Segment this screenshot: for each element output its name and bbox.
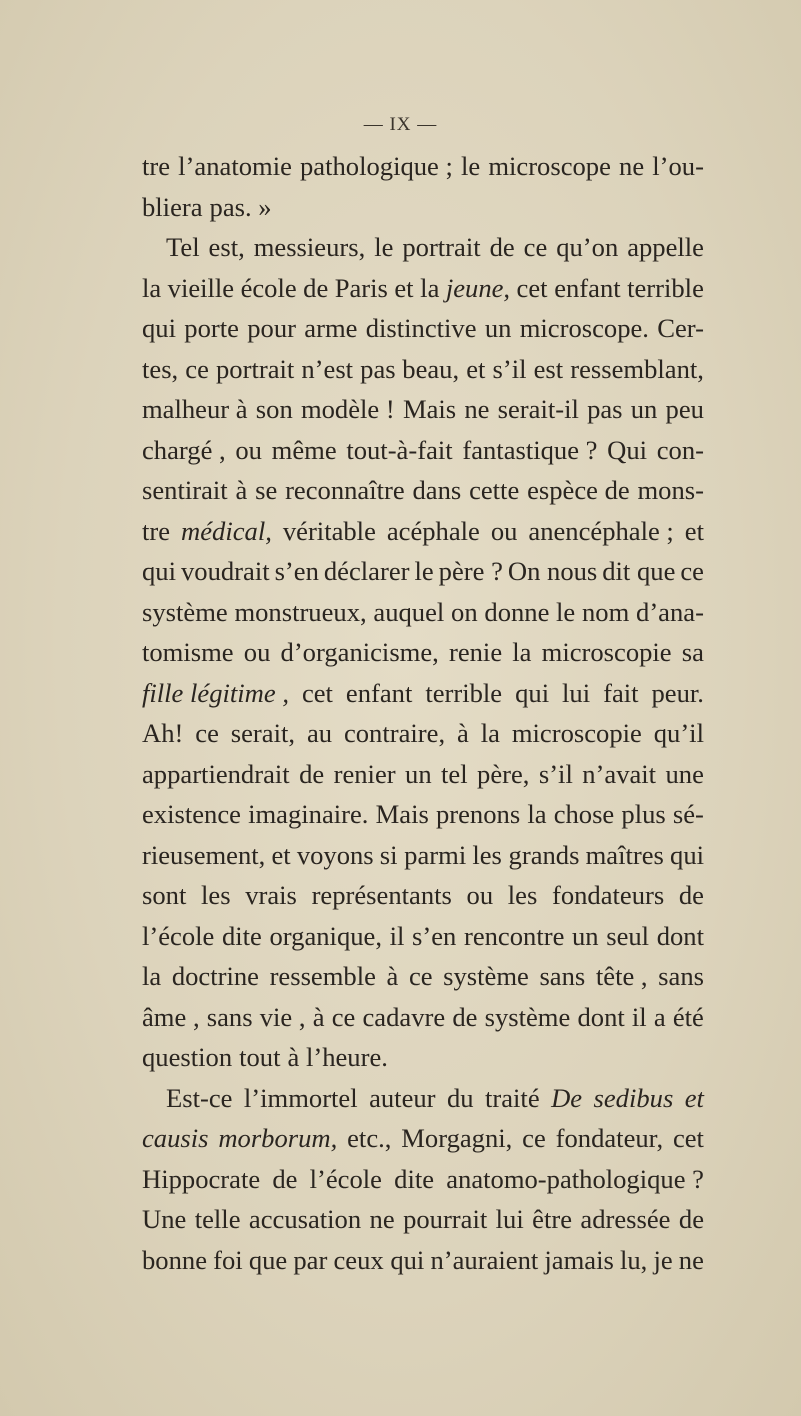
word: Morgagni,	[401, 1123, 513, 1153]
word: tout-à-fait	[346, 434, 453, 465]
word: serait-il	[497, 394, 579, 424]
text-line	[142, 389, 704, 430]
text-line	[142, 1037, 704, 1078]
word: ce	[331, 1001, 356, 1032]
text-line	[142, 794, 704, 835]
word: par	[293, 1244, 328, 1275]
word: ne	[369, 1204, 395, 1234]
word: sentirait	[142, 475, 228, 505]
word: ou	[243, 637, 271, 667]
word: sans	[658, 961, 704, 991]
word: qu’il	[653, 718, 704, 748]
word: auquel	[373, 596, 445, 627]
word: jamais	[544, 1244, 614, 1275]
word: qu’on	[556, 232, 619, 262]
word: anencéphale ;	[528, 515, 674, 546]
word: qui	[142, 313, 176, 343]
word: de	[303, 272, 329, 303]
word: à	[235, 475, 248, 505]
word: porte	[184, 313, 239, 343]
word: tes,	[142, 353, 179, 384]
word: représentants	[311, 880, 452, 910]
word: arme	[304, 313, 358, 343]
text-line	[142, 1078, 704, 1119]
word: bliera	[142, 191, 203, 222]
word: l’ou-	[652, 151, 704, 181]
text-line	[142, 308, 704, 349]
word: de	[489, 232, 515, 262]
word: dit que	[602, 556, 676, 586]
word: question	[142, 1042, 233, 1072]
word: a	[653, 1001, 666, 1032]
word: De	[551, 1082, 583, 1113]
word: maîtres	[585, 839, 664, 870]
word: Mais	[375, 799, 429, 829]
word: Qui	[607, 434, 648, 465]
word: fille légitime ,	[142, 677, 289, 708]
word: contraire,	[343, 718, 446, 748]
text-line	[142, 1240, 704, 1281]
word: qui	[142, 556, 176, 586]
word: est	[533, 353, 564, 384]
word: dite	[221, 920, 262, 951]
word: nom	[581, 596, 630, 627]
word: la	[480, 718, 500, 748]
word: la	[527, 799, 547, 829]
text-line	[142, 1199, 704, 1240]
word: et	[684, 515, 704, 546]
text-line	[142, 713, 704, 754]
word: s’en	[412, 920, 457, 951]
word: les	[507, 880, 538, 910]
word: la	[142, 272, 162, 303]
word: les	[201, 880, 231, 910]
word: tre	[142, 515, 171, 546]
word: dans	[412, 475, 462, 505]
page-folio: — IX —	[363, 114, 438, 135]
word: un	[630, 394, 658, 424]
text-line	[142, 551, 704, 592]
word: s’en	[274, 556, 319, 586]
word: sans	[206, 1001, 253, 1032]
word: ne	[619, 151, 645, 181]
word: doctrine	[171, 961, 259, 991]
word: adressée	[580, 1204, 671, 1234]
word: à l’heure.	[287, 1042, 388, 1072]
word: chargé ,	[142, 434, 226, 465]
word: ce	[523, 232, 548, 262]
word: que	[248, 1244, 288, 1275]
word: ce	[522, 1123, 546, 1153]
word: rencontre	[463, 920, 565, 951]
word: ressemble	[269, 961, 376, 991]
word: ce	[185, 353, 209, 384]
word: Mais	[402, 394, 457, 424]
word: anatomo-pathologique ?	[446, 1163, 704, 1194]
word: sedibus	[593, 1082, 674, 1113]
word: à	[386, 961, 399, 991]
word: con-	[656, 434, 704, 465]
word: renie	[448, 637, 503, 667]
word: à	[457, 718, 469, 748]
word: système	[484, 1001, 571, 1032]
word: n’est	[301, 353, 354, 384]
word: ou	[490, 515, 518, 546]
text-line	[142, 997, 704, 1038]
word: dont	[577, 1001, 625, 1032]
word: auteur	[369, 1082, 436, 1113]
word: pour	[247, 313, 296, 343]
word: sé-	[672, 799, 704, 829]
word: un	[405, 758, 432, 789]
word: n’auraient	[430, 1244, 539, 1275]
text-line	[142, 227, 704, 268]
word: dont	[656, 920, 704, 951]
word: si parmi	[379, 839, 467, 870]
word: fait	[603, 677, 639, 708]
word: s’il	[492, 353, 527, 384]
word: on	[451, 596, 478, 627]
word: n’avait	[582, 758, 657, 789]
word: tout	[239, 1042, 281, 1072]
word: Une	[142, 1204, 187, 1234]
word: distinctive	[365, 313, 477, 343]
word: pas	[587, 394, 623, 424]
word: lui	[562, 677, 591, 708]
word: au	[306, 718, 333, 748]
word: terrible	[425, 677, 503, 708]
word: sa	[681, 637, 704, 667]
word: On nous	[507, 556, 598, 586]
word: cette	[469, 475, 520, 505]
word: acéphale	[386, 515, 480, 546]
word: se	[255, 475, 278, 505]
word: ceux qui	[333, 1244, 425, 1275]
word: l’immortel	[243, 1082, 358, 1113]
word: ce	[680, 556, 704, 586]
word: dite	[394, 1163, 435, 1194]
word: système	[443, 961, 529, 991]
word: du	[446, 1082, 474, 1113]
word: cet	[672, 1123, 704, 1153]
word: et	[466, 353, 486, 384]
word: ce	[195, 718, 219, 748]
word: chose	[553, 799, 615, 829]
word: l’anatomie	[178, 151, 292, 181]
word: pourrait	[403, 1204, 488, 1234]
text-line	[142, 511, 704, 552]
word: de	[272, 1163, 298, 1194]
word: terrible	[627, 272, 704, 303]
text-line	[142, 146, 704, 187]
word: qui	[515, 677, 550, 708]
word: organique,	[269, 920, 382, 951]
word: donne le	[484, 596, 576, 627]
word: de	[452, 1001, 478, 1032]
word: qui	[670, 839, 704, 870]
text-line	[142, 1159, 704, 1200]
text-line	[142, 875, 704, 916]
word: ou	[235, 434, 262, 465]
word: tel	[441, 758, 468, 789]
word: pathologique ;	[300, 151, 453, 181]
text-line	[142, 187, 704, 228]
word: ressemblant,	[570, 353, 704, 384]
word: voyons	[296, 839, 374, 870]
word: Ah!	[142, 718, 184, 748]
word: sont	[142, 880, 187, 910]
text-line	[142, 673, 704, 714]
word: véritable	[282, 515, 376, 546]
word: portrait	[216, 353, 295, 384]
word: déclarer	[323, 556, 410, 586]
word: est,	[208, 232, 245, 262]
word: ne	[464, 394, 490, 424]
text-line	[142, 956, 704, 997]
word: le	[414, 556, 434, 586]
word: les grands	[472, 839, 580, 870]
word: appelle	[627, 232, 704, 262]
word: plus	[621, 799, 666, 829]
word: de	[299, 758, 325, 789]
word: école	[240, 272, 297, 303]
word: fantastique ?	[462, 434, 598, 465]
word: un	[484, 313, 512, 343]
word: s’il	[538, 758, 573, 789]
text-line	[142, 430, 704, 471]
text-line	[142, 268, 704, 309]
word: le	[374, 232, 394, 262]
word: son	[255, 394, 293, 424]
word: et	[271, 839, 291, 870]
word: tre	[142, 151, 171, 181]
word: père,	[477, 758, 530, 789]
word: et	[684, 1082, 704, 1113]
word: à	[312, 1001, 325, 1032]
word: prenons	[435, 799, 521, 829]
word: microscope	[488, 151, 611, 181]
word: ce	[408, 961, 433, 991]
word: père ?	[438, 556, 503, 586]
word: malheur à	[142, 394, 248, 424]
word: médical,	[181, 515, 272, 546]
word: lui	[495, 1204, 524, 1234]
word: serait,	[230, 718, 296, 748]
word: fondateur,	[555, 1123, 664, 1153]
word: cet	[301, 677, 333, 708]
word: accusation	[248, 1204, 362, 1234]
word: de	[678, 880, 704, 910]
word: l’école	[142, 920, 215, 951]
word: portrait	[402, 232, 481, 262]
word: pas beau,	[360, 353, 460, 384]
word: microscope.	[519, 313, 649, 343]
word: Est-ce	[166, 1082, 233, 1113]
word: être	[532, 1204, 572, 1234]
word: peur.	[651, 677, 704, 708]
word: tête ,	[595, 961, 648, 991]
word: pas. »	[209, 191, 272, 222]
word: enfant	[345, 677, 413, 708]
text-line	[142, 754, 704, 795]
word: traité	[485, 1082, 540, 1113]
word: et la	[394, 272, 440, 303]
word: fondateurs	[551, 880, 665, 910]
word: l’école	[309, 1163, 382, 1194]
body-text	[142, 146, 704, 1280]
word: il	[631, 1001, 647, 1032]
word: etc.,	[347, 1123, 392, 1153]
word: âme ,	[142, 1001, 200, 1032]
word: messieurs,	[253, 232, 366, 262]
word: ne	[678, 1244, 704, 1275]
word: vrais	[245, 880, 297, 910]
word: causis	[142, 1123, 209, 1153]
word: seul	[606, 920, 650, 951]
word: foi	[213, 1244, 243, 1275]
word: Cer-	[657, 313, 704, 343]
word: modèle !	[300, 394, 395, 424]
word: telle	[194, 1204, 241, 1234]
word: reconnaître	[285, 475, 405, 505]
word: je	[653, 1244, 673, 1275]
word: été	[672, 1001, 704, 1032]
word: d’organicisme,	[280, 637, 439, 667]
word: système	[142, 596, 228, 627]
text-line	[142, 916, 704, 957]
word: cet enfant	[516, 272, 621, 303]
text-line	[142, 349, 704, 390]
word: Hippocrate	[142, 1163, 261, 1194]
word: tomisme	[142, 637, 234, 667]
word: une	[665, 758, 704, 789]
text-line	[142, 592, 704, 633]
word: bonne	[142, 1244, 207, 1275]
word: lu,	[619, 1244, 648, 1275]
word: d’ana-	[636, 596, 704, 627]
word: microscopie	[511, 718, 642, 748]
word: il	[389, 920, 405, 951]
word: même	[271, 434, 337, 465]
word: de	[678, 1204, 704, 1234]
word: mons-	[637, 475, 704, 505]
word: jeune,	[445, 272, 511, 303]
word: monstrueux,	[234, 596, 367, 627]
word: le	[461, 151, 481, 181]
word: peu	[665, 394, 704, 424]
word: un	[572, 920, 599, 951]
text-line	[142, 835, 704, 876]
word: renier	[333, 758, 396, 789]
word: espèce de	[527, 475, 630, 505]
word: vieille	[167, 272, 235, 303]
word: vie ,	[259, 1001, 306, 1032]
word: cadavre	[362, 1001, 446, 1032]
word: la	[512, 637, 532, 667]
word: sans	[539, 961, 586, 991]
word: ou	[466, 880, 494, 910]
word: morborum,	[218, 1123, 338, 1153]
word: voudrait	[180, 556, 270, 586]
word: existence	[142, 799, 241, 829]
text-line	[142, 470, 704, 511]
word: microscopie	[541, 637, 672, 667]
word: rieusement,	[142, 839, 266, 870]
word: imaginaire.	[248, 799, 369, 829]
word: appartiendrait	[142, 758, 290, 789]
word: Paris	[334, 272, 388, 303]
text-line	[142, 632, 704, 673]
text-line	[142, 1118, 704, 1159]
word: Tel	[166, 232, 200, 262]
word: la	[142, 961, 162, 991]
